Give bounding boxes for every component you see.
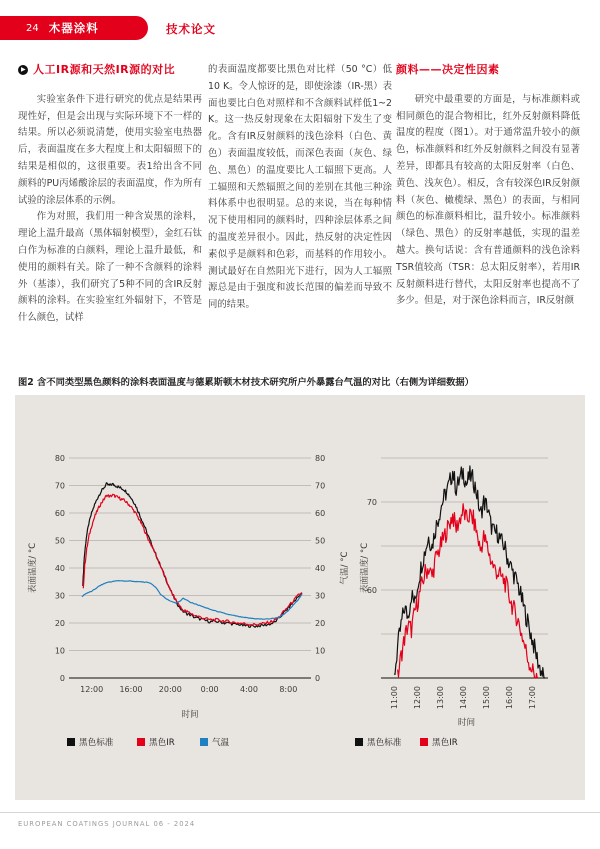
footer-divider	[0, 812, 600, 813]
column1-paragraph-1: 实验室条件下进行研究的优点是结果再现性好，但是会出现与实际环境下不一样的结果。所以必须说清楚，使用实验室电热器后，表面温度在多大程度上和太阳辐照下的结果是相似的，这很重要。表1给出含不同颜料的PU丙烯酸涂层的表面温度，作为所有试验的涂层体系的示例。	[18, 93, 202, 206]
column1-paragraph-2: 作为对照，我们用一种含炭黑的涂料，理论上温升最高（黑体辐射模型），金红石钛白作为标准的白颜料，理论上温升最低，和使用的颜料有关。除了一种不含颜料的涂料外（基漆），我们研究了5种不同的含IR反射颜料的涂料。在实验室红外辐射下，不管是什么颜色，试样	[18, 211, 202, 324]
text-column-1	[18, 62, 202, 327]
column1-heading-text: 人工IR源和天然IR源的对比	[33, 63, 176, 76]
series-line-0	[83, 483, 302, 628]
page-number: 24	[26, 22, 39, 34]
y-tick-label: 70	[366, 498, 377, 507]
y-tick-label: 60	[366, 586, 377, 595]
y-tick-label-right: 20	[315, 619, 326, 628]
y-tick-label: 70	[54, 481, 65, 491]
figure-caption: 图2 含不同类型黑色颜料的涂料表面温度与德累斯顿木材技术研究所户外暴露台气温的对比（右侧为详细数据）	[18, 377, 474, 388]
journal-footer: EUROPEAN COATINGS JOURNAL 06 - 2024	[18, 820, 196, 828]
column2-paragraph: 的表面温度都要比黑色对比样（50 °C）低10 K。令人惊讶的是，即使涂漆（IR-黑）表面也要比白色对照样和不含颜料试样低1~2 K。这一热反射现象在太阳辐射下发生了变化。含有IR反射颜料的浅色涂料（白色、黄色）表面温度较低，而深色表面（灰色、绿色、黑色）的温度要比人工辐照下更高。人工辐照和天然辐照之间的差别在其他三种涂料体系中也很明显。总的来说，当在每种情况下使用相同的颜料时，四种涂层体系之间的温度差异很小。因此，热反射的决定性因素似乎是颜料和色彩，而基料的作用较小。测试最好在自然阳光下进行，因为人工辐照源总是由于强度和波长范围的偏差而导致不同的结果。	[208, 64, 392, 311]
legend-label: 黑色标准	[79, 738, 114, 748]
y-tick-label-right: 70	[315, 481, 326, 491]
x-tick-label: 11:00	[390, 686, 400, 710]
y-tick-label: 50	[54, 536, 65, 546]
y-tick-label-right: 40	[315, 564, 326, 573]
x-axis-label: 时间	[457, 718, 476, 728]
column1-heading	[18, 62, 202, 79]
article-type-label: 技术论文	[166, 22, 216, 36]
header-section-badge	[0, 16, 148, 40]
legend-label: 黑色IR	[149, 738, 175, 748]
y-tick-label: 20	[54, 619, 65, 628]
x-tick-label: 4:00	[240, 685, 258, 694]
figure-panel	[15, 395, 585, 800]
y-tick-label-right: 10	[315, 646, 326, 656]
x-tick-label: 20:00	[158, 685, 182, 694]
x-tick-label: 14:00	[459, 686, 469, 710]
chart-0	[26, 454, 350, 748]
legend-swatch-icon	[355, 738, 363, 746]
y-tick-label: 80	[54, 454, 65, 463]
legend-swatch-icon	[67, 738, 75, 746]
x-tick-label: 17:00	[527, 686, 537, 710]
y-tick-label: 0	[59, 674, 65, 683]
legend-label: 气温	[212, 738, 230, 748]
y-axis-label-left: 表面温度/ °C	[28, 542, 38, 594]
series-line-0	[394, 466, 544, 678]
x-tick-label: 12:00	[413, 686, 423, 710]
x-axis-label: 时间	[181, 710, 199, 720]
y-tick-label: 30	[54, 591, 65, 601]
chart-1	[355, 458, 548, 748]
y-tick-label-right: 60	[315, 509, 326, 518]
y-tick-label: 40	[54, 564, 65, 573]
legend-swatch-icon	[137, 738, 145, 746]
legend-swatch-icon	[420, 738, 428, 746]
arrow-bullet-icon: ▶	[18, 65, 28, 75]
y-tick-label-right: 80	[315, 454, 326, 463]
x-tick-label: 16:00	[119, 685, 143, 694]
section-title: 木器涂料	[48, 21, 99, 35]
y-axis-label-left: 表面温度/ °C	[360, 542, 370, 594]
y-tick-label: 10	[54, 646, 65, 656]
text-column-2	[208, 62, 392, 314]
x-tick-label: 16:00	[504, 686, 514, 710]
legend-label: 黑色IR	[432, 738, 458, 748]
legend-swatch-icon	[200, 738, 208, 746]
y-tick-label-right: 0	[315, 674, 321, 683]
y-tick-label: 60	[54, 509, 65, 518]
text-column-3	[396, 62, 580, 310]
temperature-charts	[15, 395, 585, 800]
legend-label: 黑色标准	[367, 738, 402, 748]
y-tick-label-right: 50	[315, 536, 326, 546]
column3-heading-text: 颜料——决定性因素	[396, 63, 500, 76]
y-tick-label-right: 30	[315, 591, 326, 601]
column3-heading	[396, 62, 580, 79]
x-tick-label: 8:00	[279, 685, 298, 694]
series-line-1	[398, 504, 538, 678]
column3-paragraph: 研究中最重要的方面是，与标准颜料或相同颜色的混合物相比，红外反射颜料降低温度的程度（图1）。对于通常温升较小的颜色，标准颜料和红外反射颜料之间没有显著差异，即都具有较高的太阳反射率（白色、黄色、浅灰色）。相反，含有较深色IR反射颜料（灰色、橄榄绿、黑色）的表面，与相同颜色的标准颜料相比，温升较小。标准颜料（绿色、黑色）的反射率越低，实现的温差越大。换句话说：含有普通颜料的浅色涂料TSR值较高（TSR：总太阳反射率），若用IR反射颜料进行替代，太阳反射率也提高不了多少。但是，对于深色涂料而言，IR反射颜	[396, 93, 580, 307]
series-line-1	[83, 494, 302, 625]
x-tick-label: 0:00	[200, 685, 219, 694]
x-tick-label: 13:00	[436, 686, 446, 710]
x-tick-label: 15:00	[482, 686, 492, 710]
y-axis-label-right: 气温/ °C	[340, 551, 350, 585]
x-tick-label: 12:00	[80, 685, 104, 694]
